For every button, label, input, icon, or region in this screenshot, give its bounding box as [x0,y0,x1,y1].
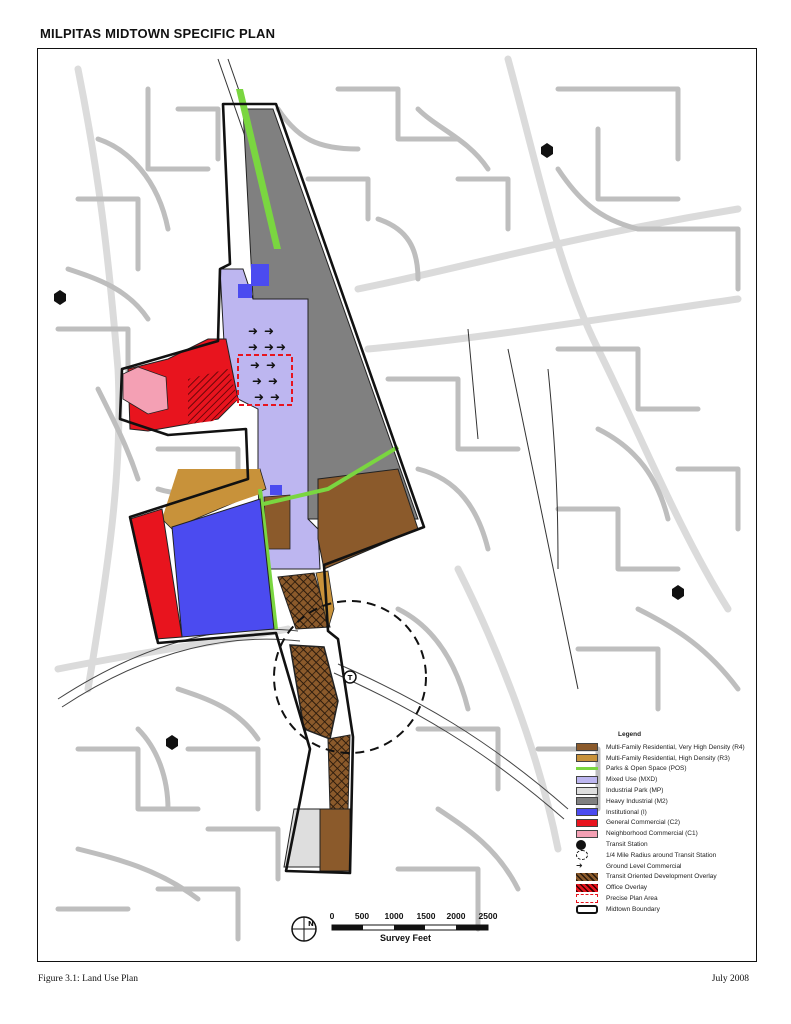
svg-text:N: N [308,920,314,928]
legend-item [576,904,754,915]
legend-item [576,893,754,904]
legend-item [576,796,754,807]
scale-tick: 2500 [478,911,498,921]
legend-swatch [576,787,598,795]
legend-item [576,839,754,850]
legend-item [576,785,754,796]
legend-swatch [576,776,598,784]
legend-swatch [576,819,598,827]
legend-item [576,742,754,753]
legend-item [576,850,754,861]
legend-item [576,828,754,839]
svg-text:➜: ➜ [270,390,281,404]
svg-text:➜: ➜ [276,340,287,354]
legend-label: Heavy Industrial (M2) [606,797,668,805]
legend-swatch [576,840,586,850]
legend-item [576,818,754,829]
legend-label: Midtown Boundary [606,905,660,913]
scale-tick: 2000 [446,911,466,921]
legend-label: Ground Level Commercial [606,862,682,870]
legend-label: Multi-Family Residential, High Density (R3) [606,754,730,762]
page-title: MILPITAS MIDTOWN SPECIFIC PLAN [40,26,276,41]
legend-item [576,753,754,764]
svg-text:➜: ➜ [250,358,261,372]
institutional-block [251,264,269,286]
legend-swatch [576,830,598,838]
institutional-block [238,284,252,298]
scale-tick: 1000 [384,911,404,921]
scale-tick-labels [329,911,498,921]
legend-label: Neighborhood Commercial (C1) [606,830,698,838]
legend-swatch [576,754,598,762]
legend-label: Multi-Family Residential, Very High Density (R4) [606,743,745,751]
legend-label: Precise Plan Area [606,895,658,903]
legend-item [576,764,754,775]
legend-swatch [576,894,598,903]
legend-swatch [576,743,598,751]
scale-unit-label: Survey Feet [380,933,432,943]
institutional-block [270,485,282,495]
legend [576,731,754,915]
svg-text:➜: ➜ [266,358,277,372]
svg-text:➜: ➜ [252,374,263,388]
zone-tod-overlay [328,735,350,809]
legend-label: Office Overlay [606,884,648,892]
legend-label: Transit Station [606,841,648,849]
scale-tick: 500 [354,911,370,921]
legend-swatch [576,850,588,860]
legend-swatch: ➜ [576,861,583,871]
figure-caption: Figure 3.1: Land Use Plan [38,974,139,984]
north-arrow-icon [290,915,318,943]
svg-text:➜: ➜ [248,324,259,338]
zone-r4-south [320,809,350,871]
legend-label: Transit Oriented Development Overlay [606,873,717,881]
legend-item [576,807,754,818]
legend-label: Institutional (I) [606,808,647,816]
legend-item [576,882,754,893]
legend-item [576,872,754,883]
zone-tod-overlay [290,645,338,739]
scale-tick: 0 [329,911,335,921]
legend-swatch [576,905,598,914]
legend-label: General Commercial (C2) [606,819,681,827]
legend-swatch [576,808,598,816]
legend-swatch [576,767,598,770]
legend-item [576,861,754,872]
svg-text:➜: ➜ [248,340,259,354]
scale-bar-graphic [330,923,500,933]
scale-bar [290,911,510,961]
legend-swatch [576,873,598,881]
legend-items [576,742,754,915]
svg-text:T: T [347,674,353,682]
svg-text:➜: ➜ [264,324,275,338]
legend-label: 1/4 Mile Radius around Transit Station [606,851,717,859]
legend-label: Industrial Park (MP) [606,787,664,795]
map-frame [37,48,757,962]
scale-tick: 1500 [416,911,436,921]
svg-text:➜: ➜ [264,340,275,354]
legend-swatch [576,884,598,892]
svg-text:➜: ➜ [268,374,279,388]
svg-text:➜: ➜ [254,390,265,404]
zone-office-overlay [188,369,238,424]
transit-station-icon [344,671,356,683]
legend-item [576,774,754,785]
legend-swatch [576,797,598,805]
legend-title: Legend [618,731,642,738]
legend-label: Mixed Use (MXD) [606,776,658,784]
footer-date: July 2008 [711,974,749,984]
legend-label: Parks & Open Space (POS) [606,765,687,773]
